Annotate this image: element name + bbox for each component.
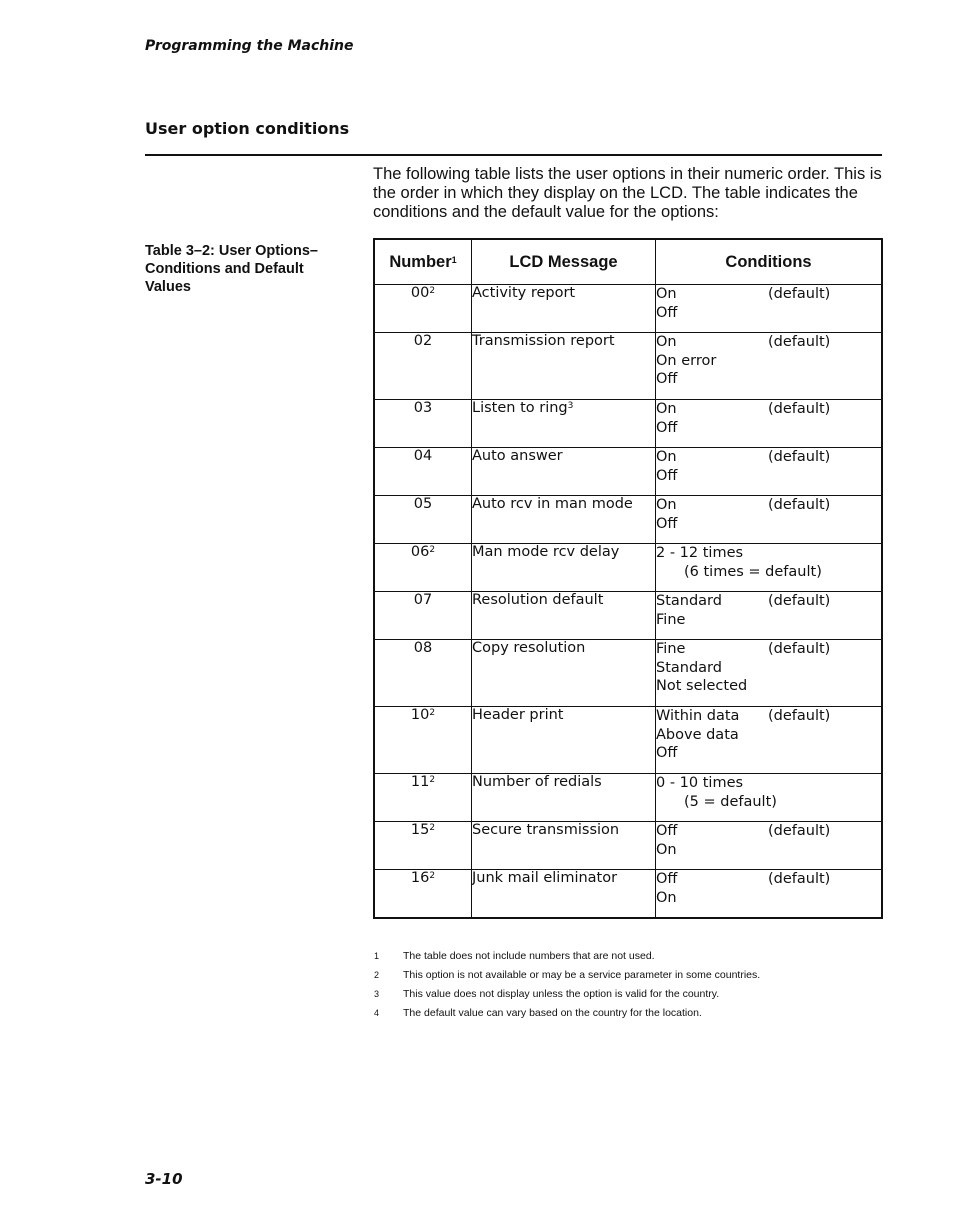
footnote-text: This value does not display unless the option is valid for the country. (403, 988, 720, 1000)
footnote (374, 985, 874, 1004)
option-number: $06^2$ (374, 544, 472, 592)
lcd-message: Auto answer (472, 448, 656, 496)
conditions-cell (656, 544, 883, 592)
condition-value: Off (656, 304, 678, 321)
condition-value: Off (656, 515, 678, 532)
condition-value: Off (656, 823, 678, 839)
default-marker: (default) (768, 334, 831, 350)
lcd-message: Listen to ring$^3$ (472, 400, 656, 448)
condition-value: 0 - 10 times (656, 775, 744, 791)
lcd-message: Number of redials (472, 774, 656, 822)
condition-value: Fine (656, 641, 686, 657)
table-row (374, 592, 882, 640)
lcd-message: Resolution default (472, 592, 656, 640)
lcd-message: Copy resolution (472, 640, 656, 707)
condition-value: On (656, 401, 677, 417)
condition-value: Off (656, 371, 678, 387)
option-number: 04 (374, 448, 472, 496)
section-divider (145, 154, 882, 156)
condition-line (656, 889, 881, 908)
lcd-message: Transmission report (472, 333, 656, 400)
footnote-ref: 2 (429, 708, 436, 718)
table-header-row (374, 239, 882, 285)
lcd-message: Auto rcv in man mode (472, 496, 656, 544)
table-row (374, 285, 882, 333)
table-row (374, 544, 882, 592)
condition-line (656, 726, 881, 745)
running-title: Programming the Machine (145, 38, 354, 54)
lcd-message: Junk mail eliminator (472, 870, 656, 918)
conditions-cell (656, 640, 883, 707)
section-title: User option conditions (145, 119, 350, 138)
condition-line (656, 774, 881, 793)
default-marker: (default) (768, 641, 831, 657)
footnote-text: The table does not include numbers that are not used. (403, 950, 655, 962)
condition-value: Above data (656, 726, 739, 743)
condition-line (656, 352, 881, 371)
option-number: $11^2$ (374, 774, 472, 822)
table-row (374, 774, 882, 822)
footnote-mark: 1 (374, 951, 380, 961)
condition-value: Within data (656, 708, 740, 724)
footnote-ref: 2 (429, 286, 436, 296)
table-row (374, 640, 882, 707)
header-lcd-message: LCD Message (472, 239, 656, 285)
conditions-cell (656, 707, 883, 774)
option-number: $10^2$ (374, 707, 472, 774)
default-marker: (default) (768, 593, 831, 609)
lcd-message: Activity report (472, 285, 656, 333)
table-caption: Table 3–2: User Options–Conditions and Default Values (145, 243, 318, 295)
table-row (374, 448, 882, 496)
condition-value: On (656, 334, 677, 350)
footnote-ref: 3 (567, 401, 574, 411)
footnote-ref: 2 (429, 871, 436, 881)
conditions-cell (656, 592, 883, 640)
footnote-ref: 2 (429, 823, 436, 833)
footnote (374, 947, 874, 966)
option-number: 08 (374, 640, 472, 707)
condition-value: On error (656, 352, 717, 369)
footnotes (374, 947, 874, 1023)
condition-line (656, 333, 881, 352)
condition-line (656, 544, 881, 563)
condition-line (656, 448, 881, 467)
footnote-text: The default value can vary based on the country for the location. (403, 1007, 702, 1019)
table-row (374, 707, 882, 774)
conditions-cell (656, 285, 883, 333)
condition-line (656, 822, 881, 841)
footnote (374, 966, 874, 985)
condition-line (656, 592, 881, 611)
option-number: $16^2$ (374, 870, 472, 918)
header-number-ref: 1 (451, 254, 457, 265)
conditions-cell (656, 870, 883, 918)
condition-value: On (656, 841, 677, 858)
conditions-cell (656, 822, 883, 870)
condition-value: 2 - 12 times (656, 545, 744, 561)
table-row (374, 333, 882, 400)
default-marker: (default) (768, 823, 831, 839)
footnote-mark: 2 (374, 970, 380, 980)
condition-value: Off (656, 419, 678, 436)
condition-value: Standard (656, 659, 722, 676)
lcd-message: Man mode rcv delay (472, 544, 656, 592)
footnote (374, 1004, 874, 1023)
condition-value: Off (656, 745, 678, 761)
option-number: 02 (374, 333, 472, 400)
header-conditions: Conditions (656, 239, 883, 285)
header-number: Number$^1$ (374, 239, 472, 285)
condition-line (656, 496, 881, 515)
condition-value: On (656, 889, 677, 906)
condition-line (656, 467, 881, 486)
condition-line (656, 870, 881, 889)
footnote-mark: 3 (374, 989, 380, 999)
default-marker: (default) (768, 871, 831, 887)
option-number: 07 (374, 592, 472, 640)
footnote-ref: 2 (429, 775, 436, 785)
option-number: 03 (374, 400, 472, 448)
condition-line (656, 285, 881, 304)
conditions-cell (656, 333, 883, 400)
conditions-cell (656, 496, 883, 544)
page-number: 3-10 (145, 1170, 183, 1188)
condition-value: On (656, 497, 677, 513)
table-row (374, 496, 882, 544)
intro-paragraph: The following table lists the user options in their numeric order. This is the order in which they display on the LCD. The table indicates the conditions and the default value for the options: (373, 165, 882, 221)
condition-line (656, 659, 881, 678)
footnote-ref: 2 (429, 545, 436, 555)
option-number: 05 (374, 496, 472, 544)
footnote-mark: 4 (374, 1008, 380, 1018)
condition-line (656, 793, 881, 812)
condition-value: On (656, 449, 677, 465)
conditions-cell (656, 448, 883, 496)
condition-line (656, 515, 881, 534)
footnote-text: This option is not available or may be a service parameter in some countries. (403, 969, 761, 981)
condition-line (656, 563, 881, 582)
default-marker: (default) (768, 497, 831, 513)
condition-line (656, 611, 881, 630)
option-number: $15^2$ (374, 822, 472, 870)
default-marker: (default) (768, 449, 831, 465)
conditions-cell (656, 774, 883, 822)
condition-value: Standard (656, 593, 722, 609)
condition-line (656, 419, 881, 438)
user-options-table (373, 238, 883, 919)
table-row (374, 400, 882, 448)
condition-line (656, 640, 881, 659)
default-marker: (default) (768, 401, 831, 417)
condition-line (656, 677, 881, 696)
default-marker: (default) (768, 708, 831, 724)
condition-line (656, 304, 881, 323)
condition-line (656, 841, 881, 860)
condition-line (656, 707, 881, 726)
condition-value: Off (656, 871, 678, 887)
conditions-cell (656, 400, 883, 448)
condition-line (656, 744, 881, 763)
default-marker: (default) (768, 286, 831, 302)
condition-value: Off (656, 467, 678, 484)
condition-value: (5 = default) (684, 793, 777, 810)
condition-value: (6 times = default) (684, 563, 822, 580)
condition-value: On (656, 286, 677, 302)
option-number: $00^2$ (374, 285, 472, 333)
condition-value: Not selected (656, 678, 748, 694)
table-row (374, 870, 882, 918)
condition-value: Fine (656, 611, 686, 628)
table-row (374, 822, 882, 870)
condition-line (656, 400, 881, 419)
lcd-message: Header print (472, 707, 656, 774)
condition-line (656, 370, 881, 389)
lcd-message: Secure transmission (472, 822, 656, 870)
